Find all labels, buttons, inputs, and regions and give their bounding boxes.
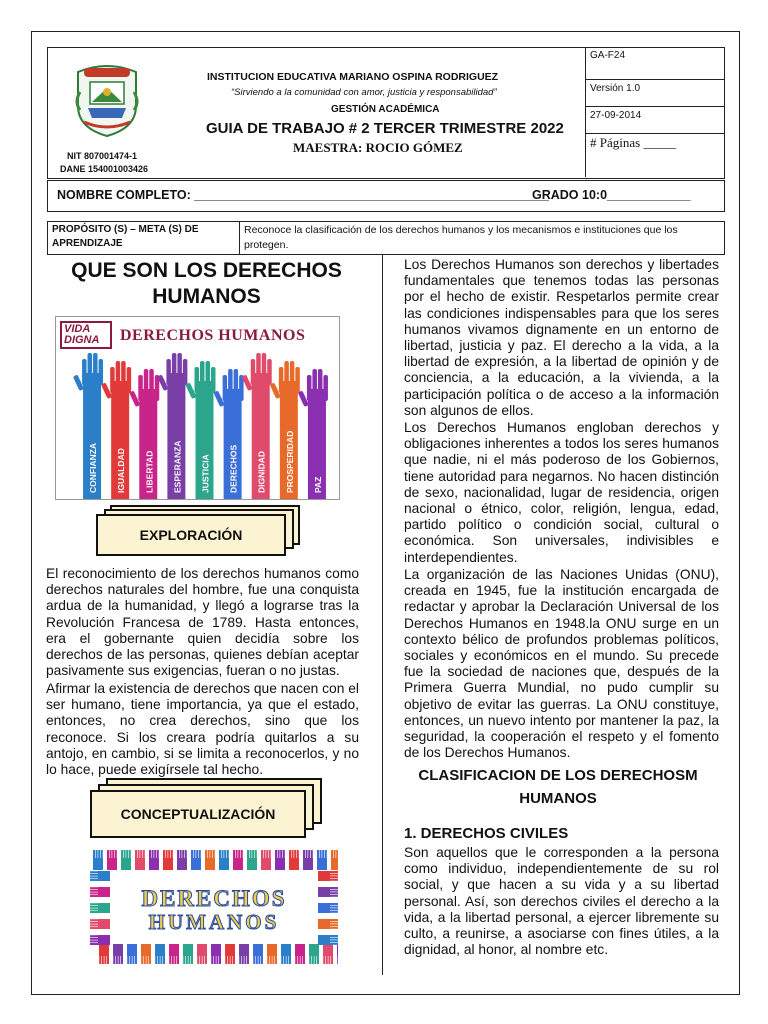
small-hand xyxy=(275,850,285,870)
image2-line2: HUMANOS xyxy=(148,910,280,934)
small-hand xyxy=(337,944,338,964)
small-hand xyxy=(127,944,137,964)
nit-number: NIT 807001474-1 xyxy=(67,151,138,161)
institution-motto: “Sirviendo a la comunidad con amor, justicia y responsabilidad” xyxy=(231,87,497,98)
hand-word: ESPERANZA xyxy=(172,440,183,493)
small-hand xyxy=(233,850,243,870)
document-date: 27-09-2014 xyxy=(586,107,724,134)
purpose-text: Reconoce la clasificación de los derechos humanos y los mecanismos e instituciones que los protegen. xyxy=(244,224,678,251)
derechos-humanos-hands-image xyxy=(90,846,338,972)
small-hand xyxy=(155,944,165,964)
small-hand xyxy=(149,850,159,870)
image-heading: DERECHOS HUMANOS xyxy=(120,327,306,344)
hand-paz xyxy=(298,369,328,499)
column-divider xyxy=(382,255,383,975)
hand-word: LIBERTAD xyxy=(144,450,155,493)
hand-word: DERECHOS xyxy=(228,444,239,493)
paragraph-definition: Los Derechos Humanos son derechos y libertades fundamentales que tenemos todas las personas por el hecho de existir. Respetarlos permite crear las condiciones indispensables para que los seres humanos vivamos dignamente en un entorno de libertad, justicia y paz. El derecho a la vida, a la libertad de expresión, a la libertad de opinión y de conciencia, a la educación, a la vivienda, a la participación política o de acceso a la información son algunos de ellos. xyxy=(404,257,719,418)
hand-libertad xyxy=(129,369,159,499)
small-hand xyxy=(318,871,338,881)
small-hand xyxy=(267,944,277,964)
small-hand xyxy=(93,850,103,870)
small-hand xyxy=(107,850,117,870)
conceptualization-banner xyxy=(90,778,324,840)
guide-title: GUIA DE TRABAJO # 2 TERCER TRIMESTRE 2022 xyxy=(206,120,564,137)
exploration-label: EXPLORACIÓN xyxy=(139,527,243,543)
small-hand xyxy=(205,850,215,870)
small-hand xyxy=(90,871,110,881)
small-hand xyxy=(191,850,201,870)
small-hand xyxy=(197,944,207,964)
school-logo xyxy=(70,62,144,138)
small-hand xyxy=(253,944,263,964)
small-hand xyxy=(331,850,338,870)
small-hand xyxy=(121,850,131,870)
full-name-field[interactable]: NOMBRE COMPLETO: ___________________________________________________ xyxy=(57,188,549,202)
paragraph-characteristics: Los Derechos Humanos engloban derechos y obligaciones inherentes a todos los seres humanos que nadie, ni el más poderoso de los Gobiernos, tiene autoridad para negarnos. No hacen distinción de sexo, nacionalidad, lugar de residencia, origen nacional o étnico, color, religión, lengua, edad, partido político o condición social, cultural o económica. Son universales, indivisibles e interdependientes. xyxy=(404,420,719,565)
small-hand xyxy=(135,850,145,870)
hand-word: PROSPERIDAD xyxy=(284,430,295,493)
hand-word: DIGNIDAD xyxy=(256,450,267,493)
small-hand xyxy=(163,850,173,870)
main-title: QUE SON LOS DERECHOS HUMANOS xyxy=(71,259,342,308)
conceptualization-label: CONCEPTUALIZACIÓN xyxy=(120,806,276,822)
small-hand xyxy=(183,944,193,964)
hand-igualdad xyxy=(101,361,131,499)
paragraph-civil-rights: Son aquellos que le corresponden a la persona como individuo, independientemente de su rol social, y que hacen a su vida y a su libertad personal. Así, son derechos civiles el derecho a la vida, a la libertad personal, a ejercer libremente su culto, a reunirse, a asociarse con fines útiles, a la dignidad, al honor, al nombre etc. xyxy=(404,845,719,958)
small-hand xyxy=(281,944,291,964)
hand-word: CONFIANZA xyxy=(88,442,99,493)
hand-word: JUSTICIA xyxy=(200,454,211,493)
header-info-box xyxy=(585,47,724,177)
document-version: Versión 1.0 xyxy=(586,80,724,107)
small-hand xyxy=(289,850,299,870)
small-hand xyxy=(323,944,333,964)
hand-word: PAZ xyxy=(312,476,323,493)
hand-dignidad xyxy=(242,353,272,499)
hand-prosperidad xyxy=(270,361,300,499)
classification-title-line2: HUMANOS xyxy=(519,790,597,807)
small-hand xyxy=(211,944,221,964)
section-civil-rights-title: 1. DERECHOS CIVILES xyxy=(404,825,569,842)
purpose-box xyxy=(47,221,725,255)
paragraph-state-recognition: Afirmar la existencia de derechos que nacen con el ser humano, tiene importancia, ya que el estado, entonces, no crea derechos, sino que los reconoce. Si los creara podría quitarlos a su antojo, en cambio, si se limita a reconocerlos, y no lo hace, puede exigírsele tal hecho. xyxy=(46,681,359,778)
exploration-banner xyxy=(96,505,302,557)
small-hand xyxy=(141,944,151,964)
small-hand xyxy=(239,944,249,964)
small-hand xyxy=(295,944,305,964)
hand-derechos xyxy=(213,369,243,499)
image2-line1: DERECHOS xyxy=(141,886,287,911)
dane-number: DANE 154001003426 xyxy=(60,164,149,174)
small-hand xyxy=(261,850,271,870)
small-hand xyxy=(318,935,338,945)
document-code: GA-F24 xyxy=(586,47,724,80)
teacher-name: MAESTRA: ROCIO GÓMEZ xyxy=(293,140,463,155)
purpose-label: PROPÓSITO (S) – META (S) DE APRENDIZAJE xyxy=(48,222,240,254)
small-hand xyxy=(99,944,109,964)
human-rights-hands-image xyxy=(55,316,340,500)
paragraph-natural-rights: El reconocimiento de los derechos humanos como derechos naturales del hombre, fue una conquista ardua de la humanidad, y llegó a lograrse tras la Revolución Francesa de 1789. Hasta entonces, era el gobernante quien decidía sobre los derechos de las personas, quienes debían aceptar pasivamente sus exigencias, fueran o no justas. xyxy=(46,566,359,679)
small-hand xyxy=(303,850,313,870)
small-hand xyxy=(219,850,229,870)
classification-title-line1: CLASIFICACION DE LOS DERECHOSM xyxy=(418,767,698,784)
small-hand xyxy=(225,944,235,964)
small-hand xyxy=(247,850,257,870)
hand-confianza xyxy=(73,353,103,499)
small-hand xyxy=(177,850,187,870)
small-hand xyxy=(169,944,179,964)
page-count-field[interactable]: # Páginas _____ xyxy=(590,135,676,150)
grade-field[interactable]: GRADO 10:0____________ xyxy=(532,188,691,202)
paragraph-onu: La organización de las Naciones Unidas (ONU), creada en 1945, fue la institución encargada de redactar y aprobar la Declaración Universal de los Derechos Humanos en 1948.la ONU surge en un contexto bélico de profundos problemas políticos, sociales y económicos en el mundo. Su precede fue la sociedad de naciones que, después de la Primera Guerra Mundial, no pudo cumplir su objetivo de evitar las guerras. La ONU constituye, entonces, un nuevo intento por mantener la paz, la seguridad, la cooperación el respeto y el fomento de los Derechos Humanos. xyxy=(404,567,719,761)
management-label: GESTIÓN ACADÉMICA xyxy=(331,104,440,115)
vida-digna-badge: VIDA DIGNA xyxy=(60,321,112,349)
hand-justicia xyxy=(185,361,215,499)
small-hand xyxy=(309,944,319,964)
hand-word: IGUALDAD xyxy=(116,448,127,493)
small-hand xyxy=(317,850,327,870)
hand-esperanza xyxy=(157,353,187,499)
student-name-bar xyxy=(47,180,725,212)
institution-name: INSTITUCION EDUCATIVA MARIANO OSPINA RODRIGUEZ xyxy=(207,71,499,83)
small-hand xyxy=(113,944,123,964)
small-hand xyxy=(90,935,110,945)
